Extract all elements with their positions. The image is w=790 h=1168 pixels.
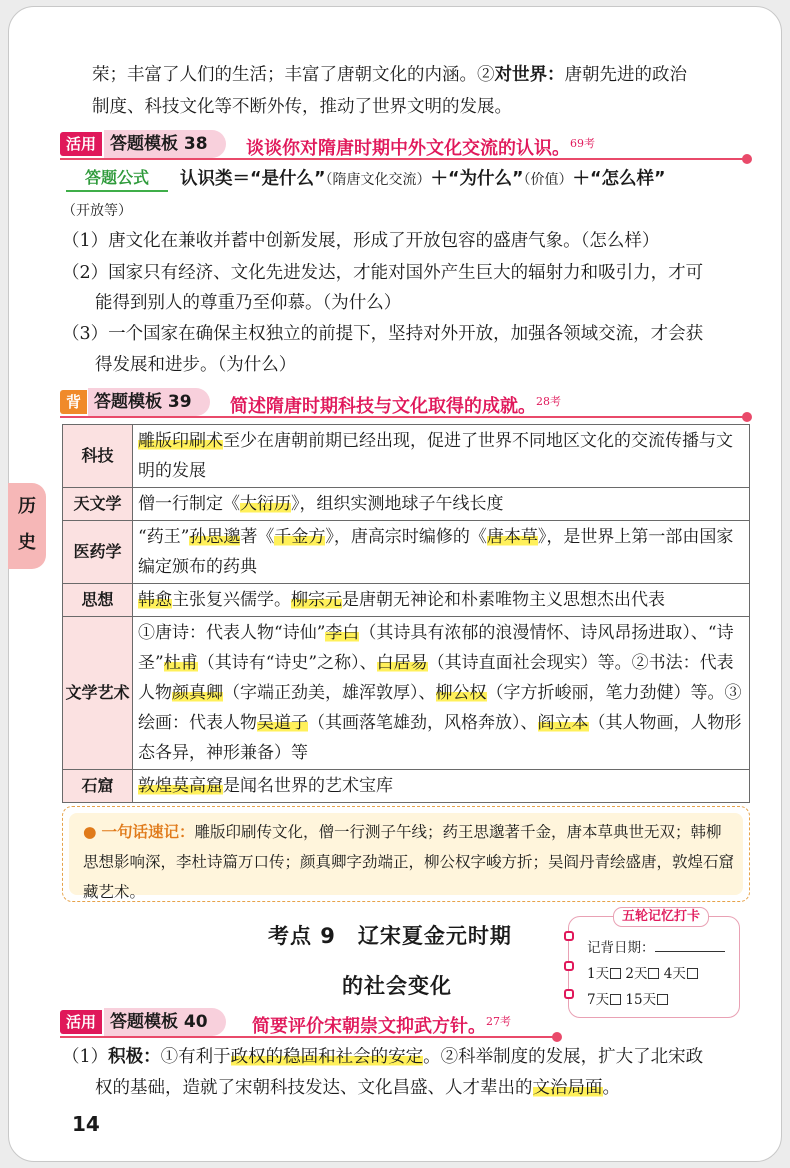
row-content: ①唐诗：代表人物“诗仙”李白（其诗具有浓郁的浪漫情怀、诗风昂扬进取）、“诗圣”杜甫（其诗有“诗史”之称）、白居易（其诗直面社会现实）等。②书法：代表人物颜真卿（字端正劲美，雄浑敦厚）、柳公权（字方折峻丽，笔力劲健）等。③绘画：代表人物吴道子（其画落笔雄劲，风格奔放）、阎立本（其人物画，人物形态各异，神形兼备）等 xyxy=(133,617,750,770)
binder-ring-icon xyxy=(564,931,574,941)
checkbox[interactable] xyxy=(610,994,621,1005)
date-row: 记背日期： xyxy=(587,935,739,961)
table-row xyxy=(63,425,750,488)
row-content: 雕版印刷术至少在唐朝前期已经出现，促进了世界不同地区文化的交流传播与文明的发展 xyxy=(133,425,750,488)
template-39-header xyxy=(60,388,750,418)
point-40-1: （1）积极：①有利于政权的稳固和社会的安定。②科举制度的发展，扩大了北宋政 xyxy=(62,1047,704,1067)
intro-line-1: 荣；丰富了人们的生活；丰富了唐朝文化的内涵。②对世界：唐朝先进的政治 xyxy=(92,65,687,85)
table-row xyxy=(63,770,750,803)
template-title: 简述隋唐时期科技与文化取得的成就。$^{28考}$ xyxy=(230,395,561,417)
table-row xyxy=(63,521,750,584)
table-row xyxy=(63,617,750,770)
row-header: 思想 xyxy=(63,584,133,617)
achievements-table xyxy=(62,424,750,803)
checkbox[interactable] xyxy=(648,968,659,979)
point-40-1b: 权的基础，造就了宋朝科技发达、文化昌盛、人才辈出的文治局面。 xyxy=(95,1078,620,1098)
tag-badge: 活用 xyxy=(60,1010,102,1034)
intro-line-2: 制度、科技文化等不断外传，推动了世界文明的发展。 xyxy=(92,97,512,117)
day-row-1: 1天 2天 4天 xyxy=(587,961,739,987)
template-title: 谈谈你对隋唐时期中外文化交流的认识。$^{69考}$ xyxy=(246,137,595,159)
template-name: 答题模板 38 xyxy=(104,130,226,158)
formula-tag: 答题公式 xyxy=(66,166,168,192)
memo-text: ● 一句话速记：雕版印刷传文化，僧一行测子午线；药王思邈著千金，唐本草典世无双；韩柳思想影响深，李杜诗篇万口传；颜真卿字劲端正，柳公权字峻方折；吴阎丹青绘盛唐，敦煌石窟藏艺术。 xyxy=(83,823,735,901)
person-icon: ● xyxy=(83,823,97,841)
template-38-header xyxy=(60,130,750,160)
template-name: 答题模板 39 xyxy=(88,388,210,416)
row-header: 石窟 xyxy=(63,770,133,803)
row-content: “药王”孙思邈著《千金方》，唐高宗时编修的《唐本草》，是世界上第一部由国家编定颁布的药典 xyxy=(133,521,750,584)
template-title: 简要评价宋朝崇文抑武方针。$^{27考}$ xyxy=(252,1015,511,1037)
row-header: 医药学 xyxy=(63,521,133,584)
template-40-header xyxy=(60,1008,560,1038)
table-row xyxy=(63,584,750,617)
checkbox[interactable] xyxy=(687,968,698,979)
checkbox[interactable] xyxy=(610,968,621,979)
page-number: 14 xyxy=(72,1112,100,1136)
formula-line: 认识类＝“是什么”（隋唐文化交流）＋“为什么”（价值）＋“怎么样” xyxy=(180,169,666,189)
row-content: 僧一行制定《大衍历》，组织实测地球子午线长度 xyxy=(133,488,750,521)
row-header: 科技 xyxy=(63,425,133,488)
row-content: 敦煌莫高窟是闻名世界的艺术宝库 xyxy=(133,770,750,803)
tag-badge: 活用 xyxy=(60,132,102,156)
point-38-2b: 能得到别人的尊重乃至仰慕。（为什么） xyxy=(95,293,402,313)
checkbox[interactable] xyxy=(657,994,668,1005)
section-title-line-1: 考点 9 辽宋夏金元时期 xyxy=(268,924,512,948)
review-checkin-card xyxy=(568,909,740,1018)
point-38-3: （3）一个国家在确保主权独立的前提下，坚持对外开放，加强各领域交流，才会获 xyxy=(62,324,704,344)
row-content: 韩愈主张复兴儒学。柳宗元是唐朝无神论和朴素唯物主义思想杰出代表 xyxy=(133,584,750,617)
binder-ring-icon xyxy=(564,989,574,999)
section-title-line-2: 的社会变化 xyxy=(342,974,452,998)
point-38-1: （1）唐文化在兼收并蓄中创新发展，形成了开放包容的盛唐气象。（怎么样） xyxy=(62,231,660,251)
formula-line-2: （开放等） xyxy=(62,203,132,219)
day-row-2: 7天 15天 xyxy=(587,987,739,1013)
point-38-2: （2）国家只有经济、文化先进发达，才能对国外产生巨大的辐射力和吸引力，才可 xyxy=(62,263,704,283)
row-header: 天文学 xyxy=(63,488,133,521)
template-name: 答题模板 40 xyxy=(104,1008,226,1036)
row-header: 文学艺术 xyxy=(63,617,133,770)
point-38-3b: 得发展和进步。（为什么） xyxy=(95,355,297,375)
table-row xyxy=(63,488,750,521)
tag-badge: 背 xyxy=(60,390,87,414)
card-title: 五轮记忆打卡 xyxy=(613,907,709,927)
subject-side-tab: 历 史 xyxy=(8,483,46,569)
memo-box xyxy=(62,806,750,902)
binder-ring-icon xyxy=(564,961,574,971)
